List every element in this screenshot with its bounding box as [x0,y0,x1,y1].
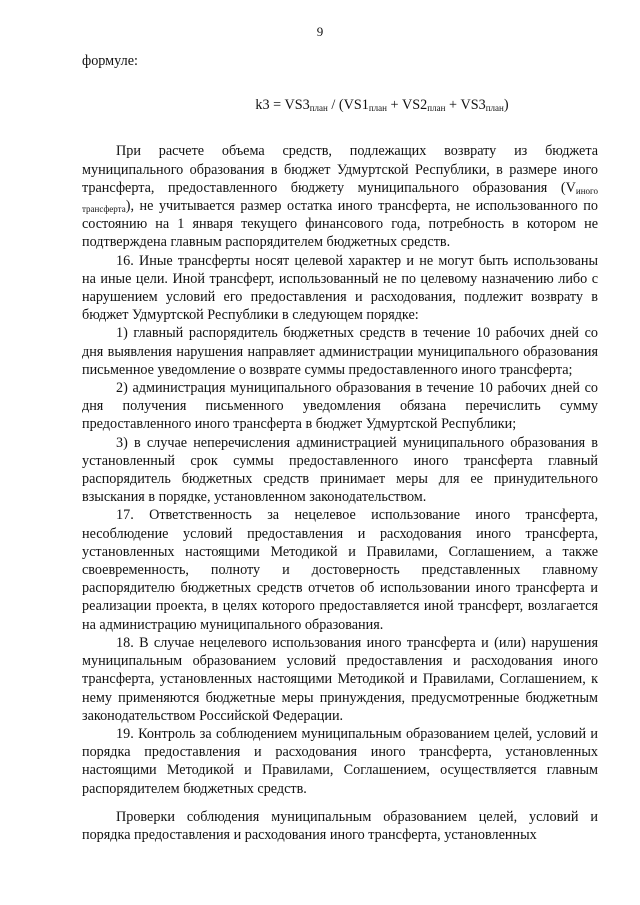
paragraph-gap [82,798,598,808]
paragraph-17: 17. Ответственность за нецелевое использование иного трансферта, несоблюдение условий предоставления и расходования иного трансферта, установленных настоящими Методикой и Правилами, Соглашением, а также своевременность, полноту и достоверность представленных главному распорядителю бюджетных средств отчетов об использовании иного трансферта и реализации проекта, в целях которого предоставляется иной трансферт, возлагается на администрацию муниципального образования. [82,507,598,633]
paragraph-16-item-3: 3) в случае неперечисления администрацией муниципального образования в установленный срок суммы предоставленного иного трансферта главный распорядитель бюджетных средств принимает меры для ее принудительного взыскания в порядке, установленном законодательством. [82,434,598,506]
formula-op1: / (VS1 [327,97,369,114]
paragraph-16-item-1: 1) главный распорядитель бюджетных средств в течение 10 рабочих дней со дня выявления нарушения направляет администрации муниципального образования письменное уведомление о возврате суммы предоставленного иного трансферта; [82,325,598,378]
formula-sub1: план [368,103,387,114]
formula-lhs-sub: план [309,103,328,114]
formula-op3: + VS3 [445,97,486,114]
intro-text: формуле: [82,53,138,69]
formula-lhs: k3 = VS3 [255,97,310,114]
formula-k3 [82,96,598,114]
paragraph-16-item-2: 2) администрация муниципального образования в течение 10 рабочих дней со дня получения письменного уведомления обязана перечислить сумму предоставленного иного трансферта в бюджет Удмуртской Республики; [82,380,598,433]
return-calc-sub: иного трансферта [82,185,598,215]
page-number: 9 [316,24,324,39]
paragraph-19: 19. Контроль за соблюдением муниципальным образованием целей, условий и порядка предоставления и расходования иного трансферта, установленных настоящими Методикой и Правилами, Соглашением, осуществляется главным распорядителем бюджетных средств. [82,725,598,797]
formula-sub2: план [427,103,446,114]
return-calc-after: ), не учитывается размер остатка иного трансферта, не использованного по состоянию на 1 января текущего финансового года, потребность в котором не подтверждена главным распорядителем бюджетных средств. [82,198,598,251]
formula-close: ) [503,97,509,114]
formula-sub3: план [485,103,504,114]
paragraph-checks: Проверки соблюдения муниципальным образованием целей, условий и порядка предоставления и расходования иного трансферта, установленных [82,808,598,843]
formula-op2: + VS2 [386,97,428,114]
return-calc-before: При расчете объема средств, подлежащих возврату из бюджета муниципального образования в бюджет Удмуртской Республики, в размере иного трансферта, предоставленного бюджету муниципального образования (V [82,143,598,196]
paragraph-16: 16. Иные трансферты носят целевой характер и не могут быть использованы на иные цели. Иной трансферт, использованный не по целевому назначению либо с нарушением условий его предоставления и расходования, подлежит возврату в бюджет Удмуртской Республики в следующем порядке: [82,252,598,324]
paragraph-18: 18. В случае нецелевого использования иного трансферта и (или) нарушения муниципальным образованием условий предоставления и расходования иного трансферта, установленных настоящими Методикой и Правилами, Соглашением, к нему применяются бюджетные меры принуждения, предусмотренные бюджетным законодательством Российской Федерации. [82,634,598,724]
paragraph-return-calc [82,142,598,251]
document-body [82,52,598,844]
